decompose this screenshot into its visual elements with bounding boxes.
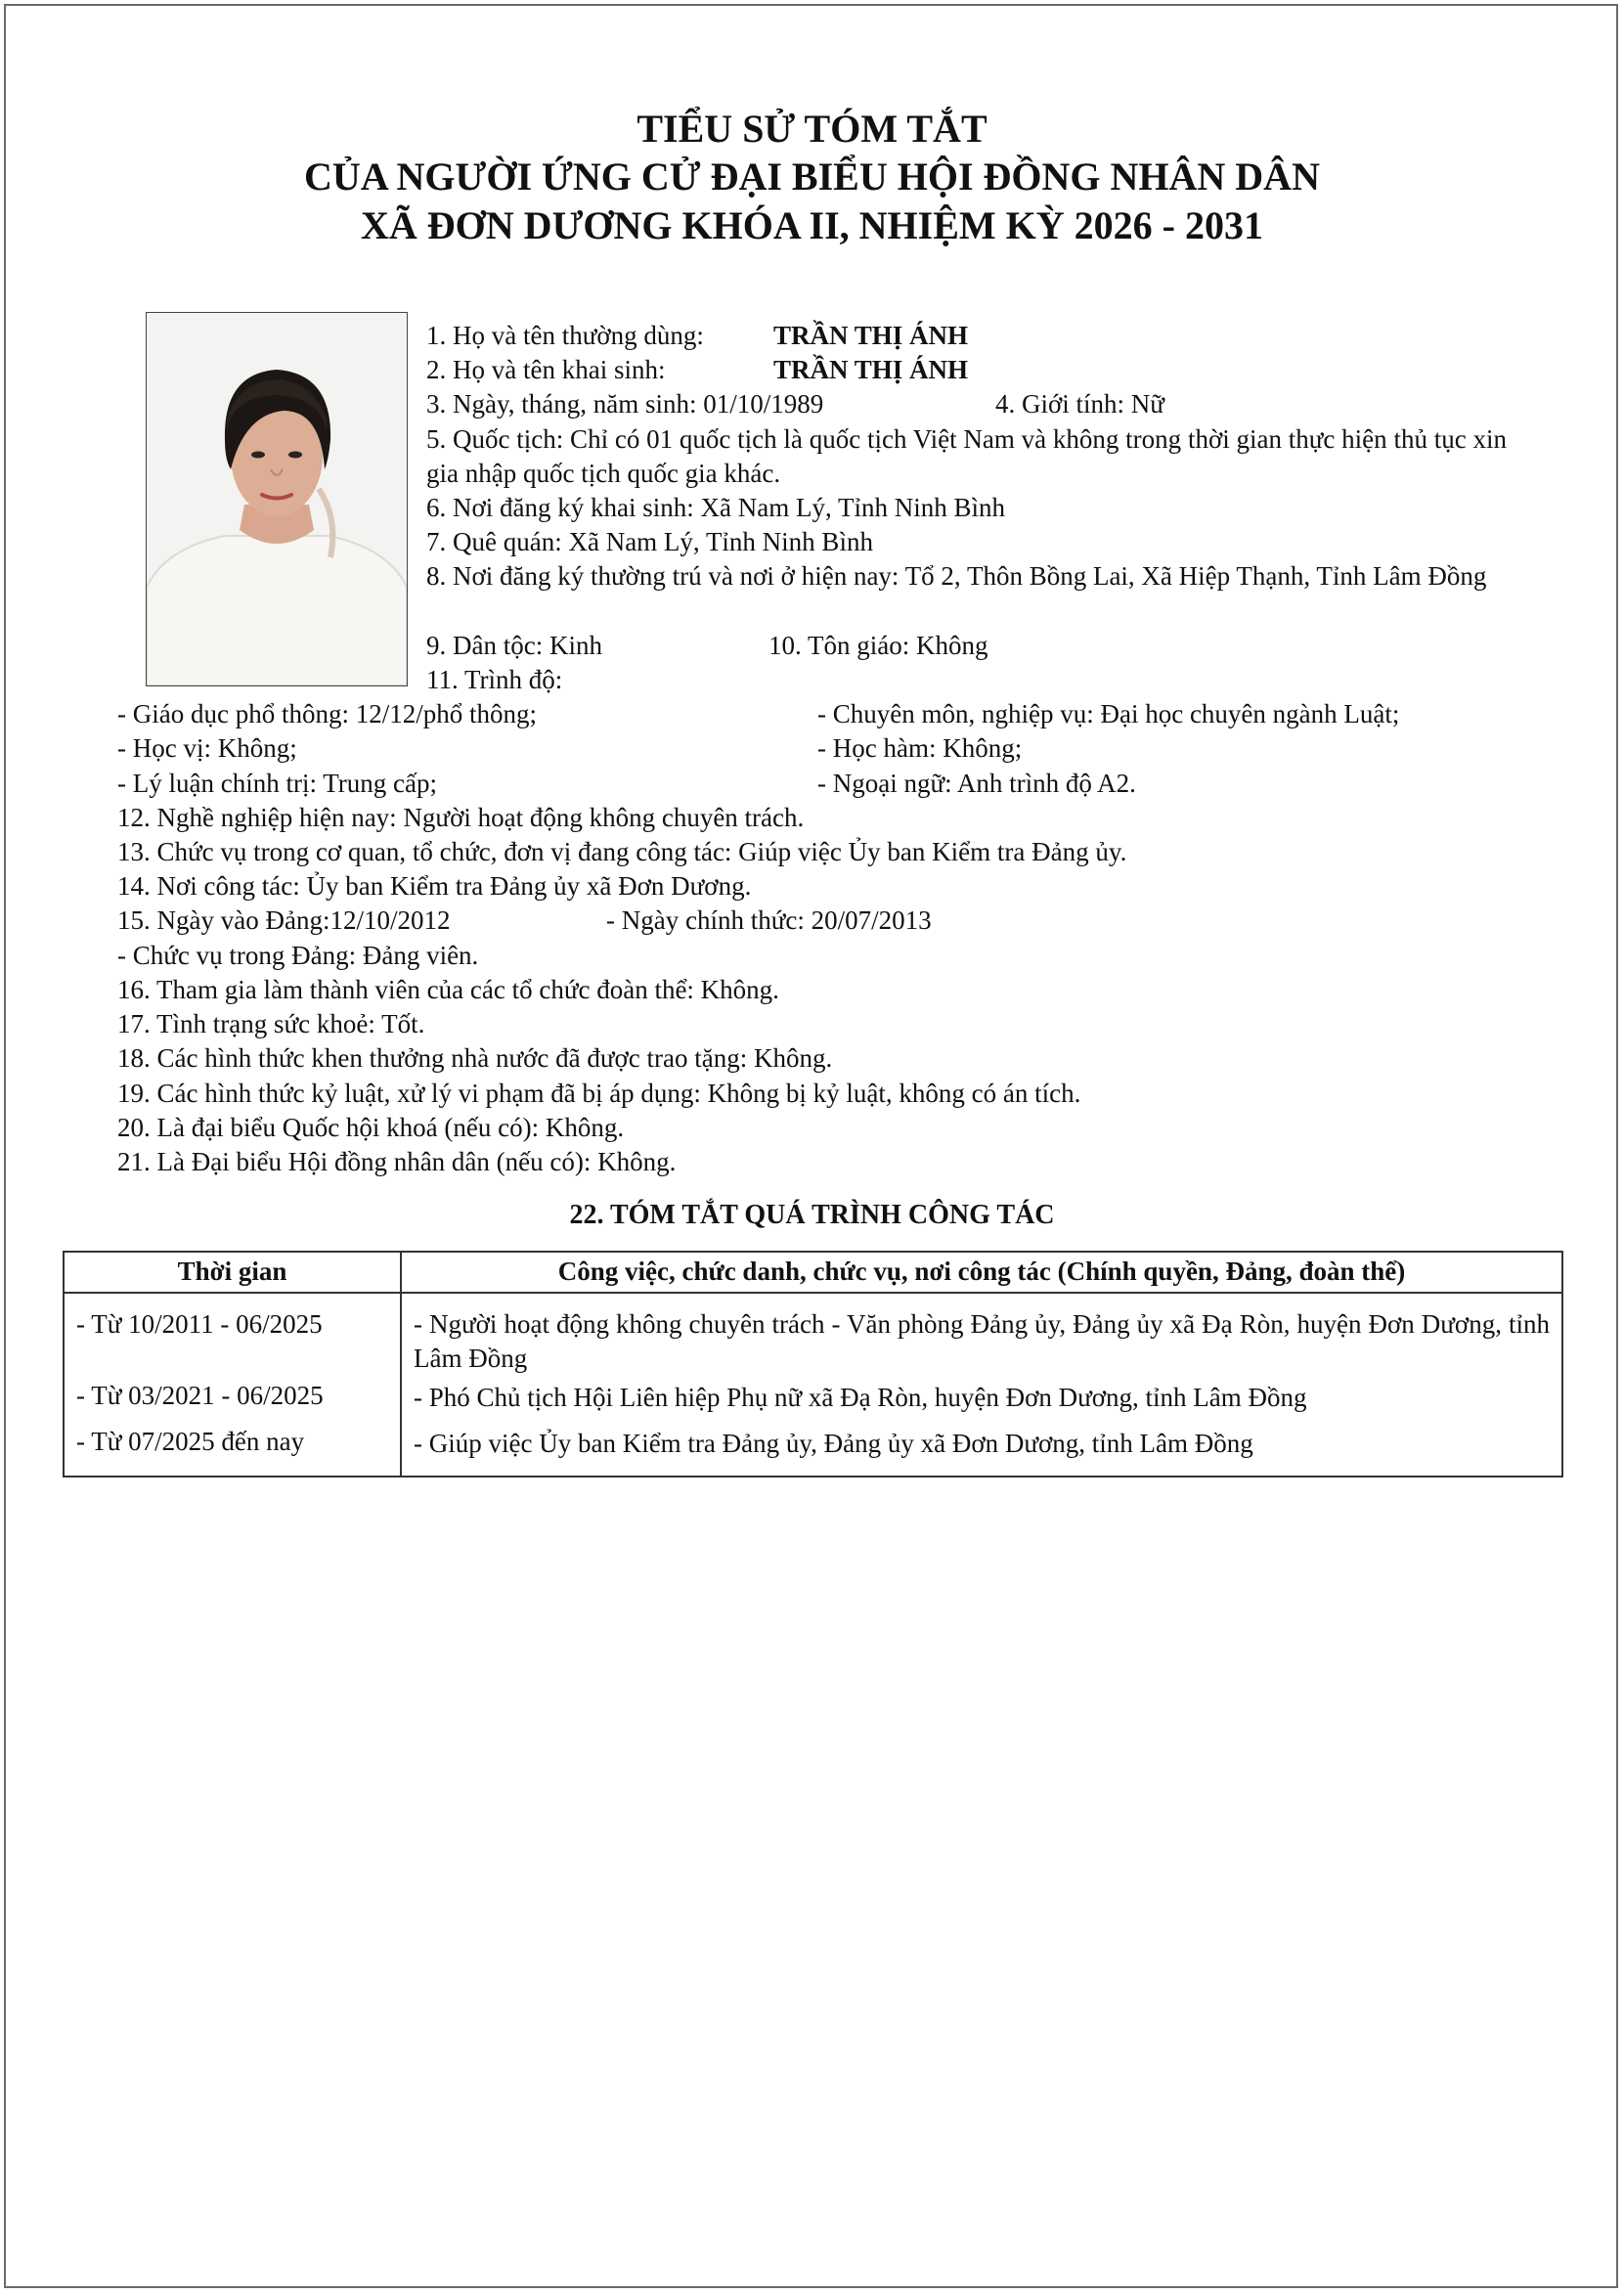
row-description: - Người hoạt động không chuyên trách - Văn phòng Đảng ủy, Đảng ủy xã Đạ Ròn, huyện Đơn Dương, tỉnh Lâm Đồng [401,1293,1562,1377]
discipline: 19. Các hình thức kỷ luật, xử lý vi phạm đã bị áp dụng: Không bị kỷ luật, không có án tích. [117,1079,1081,1108]
candidate-photo [146,312,408,686]
religion: 10. Tôn giáo: Không [768,631,988,660]
education-language: - Ngoại ngữ: Anh trình độ A2. [817,769,1136,798]
common-name-value: TRẦN THỊ ÁNH [773,321,969,350]
birth-registration: 6. Nơi đăng ký khai sinh: Xã Nam Lý, Tỉnh Ninh Bình [426,493,1005,522]
row-description: - Giúp việc Ủy ban Kiểm tra Đảng ủy, Đảng ủy xã Đơn Dương, tỉnh Lâm Đồng [401,1425,1562,1477]
date-of-birth: 3. Ngày, tháng, năm sinh: 01/10/1989 [426,389,824,419]
gender: 4. Giới tính: Nữ [995,389,1164,419]
row-time: - Từ 07/2025 đến nay [64,1425,401,1477]
education-general: - Giáo dục phổ thông: 12/12/phổ thông; [117,699,537,728]
education-title: - Học hàm: Không; [817,733,1023,763]
position: 13. Chức vụ trong cơ quan, tổ chức, đơn vị đang công tác: Giúp việc Ủy ban Kiểm tra Đảng ủy. [117,837,1127,866]
work-history-table [63,1251,1563,1478]
row-description: - Phó Chủ tịch Hội Liên hiệp Phụ nữ xã Đạ Ròn, huyện Đơn Dương, tỉnh Lâm Đồng [401,1377,1562,1425]
table-row [64,1293,1562,1377]
document-term: XÃ ĐƠN DƯƠNG KHÓA II, NHIỆM KỲ 2026 - 2031 [361,203,1263,247]
occupation: 12. Nghề nghiệp hiện nay: Người hoạt động không chuyên trách. [117,803,805,832]
workplace: 14. Nơi công tác: Ủy ban Kiểm tra Đảng ủy xã Đơn Dương. [117,871,752,901]
header-description: Công việc, chức danh, chức vụ, nơi công tác (Chính quyền, Đảng, đoàn thể) [401,1252,1562,1293]
council-deputy: 21. Là Đại biểu Hội đồng nhân dân (nếu có): Không. [117,1147,677,1176]
education-specialty: - Chuyên môn, nghiệp vụ: Đại học chuyên ngành Luật; [817,699,1400,728]
education-politics: - Lý luận chính trị: Trung cấp; [117,769,437,798]
nationality: 5. Quốc tịch: Chỉ có 01 quốc tịch là quốc tịch Việt Nam và không trong thời gian thực hiện thủ tục xin gia nhập quốc tịch quốc gia khác. [426,424,1507,488]
table-row [64,1425,1562,1477]
education-label: 11. Trình độ: [426,665,563,694]
education-degree: - Học vị: Không; [117,733,297,763]
ethnicity: 9. Dân tộc: Kinh [426,631,602,660]
work-history-title: 22. TÓM TẮT QUÁ TRÌNH CÔNG TÁC [569,1200,1055,1230]
party-official-date: - Ngày chính thức: 20/07/2013 [606,905,932,935]
document-subtitle: CỦA NGƯỜI ỨNG CỬ ĐẠI BIỂU HỘI ĐỒNG NHÂN DÂN [304,154,1320,199]
row-time: - Từ 10/2011 - 06/2025 [64,1293,401,1377]
common-name-row [426,319,969,353]
health-status: 17. Tình trạng sức khoẻ: Tốt. [117,1009,425,1038]
common-name-label: 1. Họ và tên thường dùng: [426,321,704,350]
party-position: - Chức vụ trong Đảng: Đảng viên. [117,941,479,970]
hometown: 7. Quê quán: Xã Nam Lý, Tỉnh Ninh Bình [426,527,873,556]
party-join-date: 15. Ngày vào Đảng:12/10/2012 [117,905,451,935]
residence: 8. Nơi đăng ký thường trú và nơi ở hiện nay: Tổ 2, Thôn Bồng Lai, Xã Hiệp Thạnh, Tỉnh Lâm Đồng [426,561,1487,591]
birth-name-label: 2. Họ và tên khai sinh: [426,355,666,384]
row-time: - Từ 03/2021 - 06/2025 [64,1377,401,1425]
awards: 18. Các hình thức khen thưởng nhà nước đã được trao tặng: Không. [117,1043,833,1073]
birth-name-row [426,353,969,387]
document-title: TIỂU SỬ TÓM TẮT [636,107,988,151]
table-header-row [64,1252,1562,1293]
organization-membership: 16. Tham gia làm thành viên của các tổ chức đoàn thể: Không. [117,975,779,1004]
national-assembly-deputy: 20. Là đại biểu Quốc hội khoá (nếu có): Không. [117,1113,625,1142]
table-row [64,1377,1562,1425]
header-time: Thời gian [64,1252,401,1293]
birth-name-value: TRẦN THỊ ÁNH [773,355,969,384]
